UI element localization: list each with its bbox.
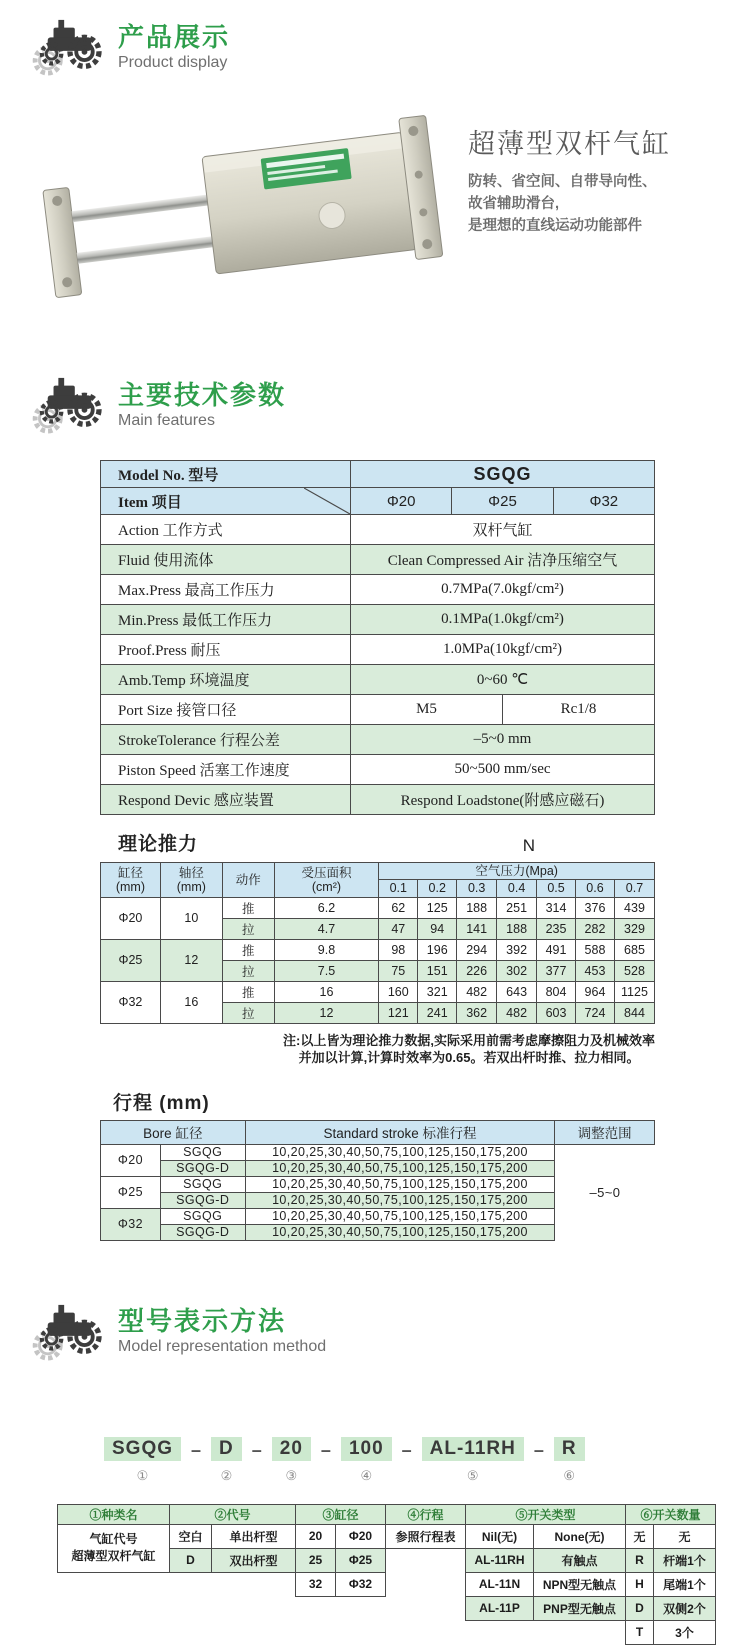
thrust-row: 拉 4.7 47 94 141 188 235 282 329 (101, 918, 655, 939)
tractor-gears-icon (28, 17, 110, 77)
code-separator: – (533, 1439, 544, 1460)
model-cell: SGQG (160, 1144, 245, 1160)
section-title-zh: 主要技术参数 (118, 379, 287, 410)
spec-col-phi32: Φ32 (553, 488, 654, 514)
tractor-gears-icon (28, 375, 110, 435)
stroke-h-bore: Bore 缸径 (101, 1120, 246, 1144)
model-code-segment (104, 1437, 181, 1484)
spec-row: Amb.Temp 环境温度 0~60 ℃ (101, 665, 655, 695)
stroke-values: 10,20,25,30,40,50,75,100,125,150,175,200 (245, 1176, 555, 1192)
model-code-line (98, 1437, 750, 1484)
product-description (468, 171, 671, 237)
section-header-main-features (28, 374, 750, 436)
spec-row: Piston Speed 活塞工作速度 50~500 mm/sec (101, 755, 655, 785)
bore-cell: Φ25 (101, 939, 161, 981)
stroke-row (101, 1144, 655, 1160)
code-separator: – (401, 1439, 412, 1460)
spec-model-value: SGQG (351, 461, 655, 488)
code-separator: – (191, 1439, 202, 1460)
spec-bore-columns (351, 488, 654, 514)
thrust-note-line2: 并加以计算,计算时效率为0.65。若双出杆时推、拉力相同。 (298, 1049, 640, 1065)
product-display-area (0, 104, 750, 316)
thrust-row: Φ25 12 推 9.8 98 196 294 392 491 588 685 (101, 939, 655, 960)
stroke-values: 10,20,25,30,40,50,75,100,125,150,175,200 (245, 1160, 555, 1176)
spec-row: Fluid 使用流体 Clean Compressed Air 洁净压缩空气 (101, 545, 655, 575)
stroke-values: 10,20,25,30,40,50,75,100,125,150,175,200 (245, 1224, 555, 1240)
model-cell: SGQG (160, 1208, 245, 1224)
code-chip: 20 (272, 1437, 311, 1461)
spec-model-label: Model No. 型号 (118, 467, 219, 484)
product-desc-line: 故省辅助滑台, (468, 196, 560, 212)
product-photo (30, 104, 460, 304)
model-code-segment (341, 1437, 392, 1484)
code-separator: – (251, 1439, 262, 1460)
spec-row-port-size: Port Size 接管口径 M5 Rc1/8 (101, 695, 655, 725)
thrust-note (283, 1032, 655, 1066)
code-chip: 100 (341, 1437, 392, 1461)
spec-port-m5: M5 (416, 701, 437, 717)
spec-model-row (101, 461, 655, 488)
circled-number: ⑥ (563, 1467, 576, 1483)
spec-col-phi25: Φ25 (451, 488, 552, 514)
thrust-row: 拉 7.5 75 151 226 302 377 453 528 (101, 960, 655, 981)
rod-cell: 12 (160, 939, 222, 981)
model-legend (58, 1504, 750, 1645)
circled-number: ① (136, 1467, 149, 1483)
thrust-row: Φ20 10 推 6.2 62 125 188 251 314 376 439 (101, 897, 655, 918)
model-cell: SGQG-D (160, 1192, 245, 1208)
stroke-table (100, 1120, 655, 1241)
thrust-table (100, 862, 655, 1024)
code-chip: SGQG (104, 1437, 181, 1461)
legend-h-bore: ③缸径 (296, 1504, 386, 1524)
section-title-zh: 型号表示方法 (118, 1306, 287, 1337)
thrust-row: Φ32 16 推 16 160 321 482 643 804 964 1125 (101, 981, 655, 1002)
code-separator: – (320, 1439, 331, 1460)
section-title-zh: 产品展示 (118, 21, 231, 52)
model-cell: SGQG (160, 1176, 245, 1192)
spec-row: Proof.Press 耐压 1.0MPa(10kgf/cm²) (101, 635, 655, 665)
thrust-h-action: 动作 (222, 863, 274, 898)
legend-switch-table: ⑤开关类型 Nil(无) None(无) AL-11RH 有触点 AL-11N NPN型无触点 AL-11P PNP型无触点 (465, 1504, 626, 1621)
thrust-note-line1: 注:以上皆为理论推力数据,实际采用前需考虑摩擦阻力及机械效率 (283, 1032, 655, 1048)
section-title-en: Product display (118, 53, 228, 71)
circled-number: ③ (285, 1467, 298, 1483)
rod-cell: 10 (160, 897, 222, 939)
stroke-header-row (101, 1120, 655, 1144)
product-info (468, 122, 671, 237)
section-title-block (118, 22, 230, 73)
legend-h-stroke: ④行程 (386, 1504, 466, 1524)
spec-row: Respond Devic 感应装置 Respond Loadstone(附感应磁石) (101, 785, 655, 815)
bore-cell: Φ32 (101, 981, 161, 1023)
spec-item-row (101, 488, 655, 515)
legend-h-code: ②代号 (170, 1504, 296, 1524)
bore-cell: Φ25 (101, 1176, 161, 1208)
model-code-segment (422, 1437, 524, 1484)
model-code-segment (272, 1437, 311, 1484)
pressure-tick: 0.5 (537, 880, 576, 897)
thrust-heading (100, 829, 655, 856)
circled-number: ② (220, 1467, 233, 1483)
product-desc-line: 防转、省空间、自带导向性、 (468, 174, 657, 190)
legend-code-table: ②代号 空白 单出杆型 D 双出杆型 (169, 1504, 296, 1573)
adjust-range-value: –5~0 (555, 1144, 655, 1240)
section-header-model-method (28, 1301, 750, 1363)
page (0, 16, 750, 1644)
spec-row: Max.Press 最高工作压力 0.7MPa(7.0kgf/cm²) (101, 575, 655, 605)
model-cell: SGQG-D (160, 1160, 245, 1176)
thrust-h-rod: 轴径 (mm) (160, 863, 222, 898)
diagonal-divider (304, 488, 350, 514)
thrust-title: 理论推力 (118, 834, 199, 855)
section-header-product-display (28, 16, 750, 78)
bore-cell: Φ20 (101, 897, 161, 939)
legend-stroke-table: ④行程 参照行程表 (385, 1504, 466, 1549)
spec-port-rc18: Rc1/8 (502, 695, 654, 724)
spec-col-phi20: Φ20 (386, 492, 416, 510)
code-chip: AL-11RH (422, 1437, 524, 1461)
bore-cell: Φ20 (101, 1144, 161, 1176)
spec-row: Action 工作方式 双杆气缸 (101, 515, 655, 545)
spec-row: StrokeTolerance 行程公差 –5~0 mm (101, 725, 655, 755)
pressure-tick: 0.2 (418, 880, 457, 897)
legend-h-qty: ⑥开关数量 (626, 1504, 716, 1524)
section-title-en: Main features (118, 411, 215, 429)
thrust-header-row1 (101, 863, 655, 880)
section-title-block (118, 1306, 326, 1357)
model-cell: SGQG-D (160, 1224, 245, 1240)
stroke-title: 行程 (mm) (113, 1092, 210, 1114)
legend-qty-table: ⑥开关数量 无 无 R 杆端1个 H 尾端1个 D 双侧2个 T 3个 (625, 1504, 716, 1645)
thrust-row: 拉 12 121 241 362 482 603 724 844 (101, 1002, 655, 1023)
circled-number: ④ (360, 1467, 373, 1483)
pressure-tick: 0.3 (457, 880, 497, 897)
stroke-h-standard: Standard stroke 标准行程 (245, 1120, 555, 1144)
legend-bore-table: ③缸径 20 Φ20 25 Φ25 32 Φ32 (295, 1504, 386, 1597)
legend-kind-cell: 气缸代号 超薄型双杆气缸 (58, 1524, 170, 1572)
legend-h-switch: ⑤开关类型 (466, 1504, 626, 1524)
bore-cell: Φ32 (101, 1208, 161, 1240)
legend-kind-table (57, 1504, 170, 1573)
section-title-block (118, 380, 286, 431)
code-chip: R (554, 1437, 585, 1461)
code-chip: D (211, 1437, 242, 1461)
pressure-tick: 0.1 (379, 880, 418, 897)
thrust-h-area: 受压面积 (cm²) (274, 863, 379, 898)
section-title-en: Model representation method (118, 1338, 327, 1356)
model-code-segment (554, 1437, 585, 1484)
pressure-tick: 0.4 (497, 880, 537, 897)
spec-port-values (351, 695, 654, 724)
thrust-unit: N (522, 836, 535, 855)
spec-row: Min.Press 最低工作压力 0.1MPa(1.0kgf/cm²) (101, 605, 655, 635)
thrust-h-pressure: 空气压力(Mpa) (379, 863, 655, 880)
product-desc-line: 是理想的直线运动功能部件 (468, 218, 642, 234)
stroke-values: 10,20,25,30,40,50,75,100,125,150,175,200 (245, 1192, 555, 1208)
stroke-h-adjust: 调整范围 (555, 1120, 655, 1144)
spec-table (100, 460, 655, 815)
circled-number: ⑤ (466, 1467, 479, 1483)
legend-h-kind: ①种类名 (58, 1504, 170, 1524)
model-code-segment (211, 1437, 242, 1484)
spec-item-label: Item 项目 (118, 494, 182, 511)
product-title: 超薄型双杆气缸 (468, 129, 671, 159)
thrust-h-bore: 缸径 (mm) (101, 863, 161, 898)
pressure-tick: 0.6 (576, 880, 615, 897)
rod-cell: 16 (160, 981, 222, 1023)
tractor-gears-icon (28, 1302, 110, 1362)
pressure-tick: 0.7 (614, 880, 654, 897)
spec-table-wrap (100, 460, 655, 815)
stroke-values: 10,20,25,30,40,50,75,100,125,150,175,200 (245, 1208, 555, 1224)
stroke-values: 10,20,25,30,40,50,75,100,125,150,175,200 (245, 1144, 555, 1160)
